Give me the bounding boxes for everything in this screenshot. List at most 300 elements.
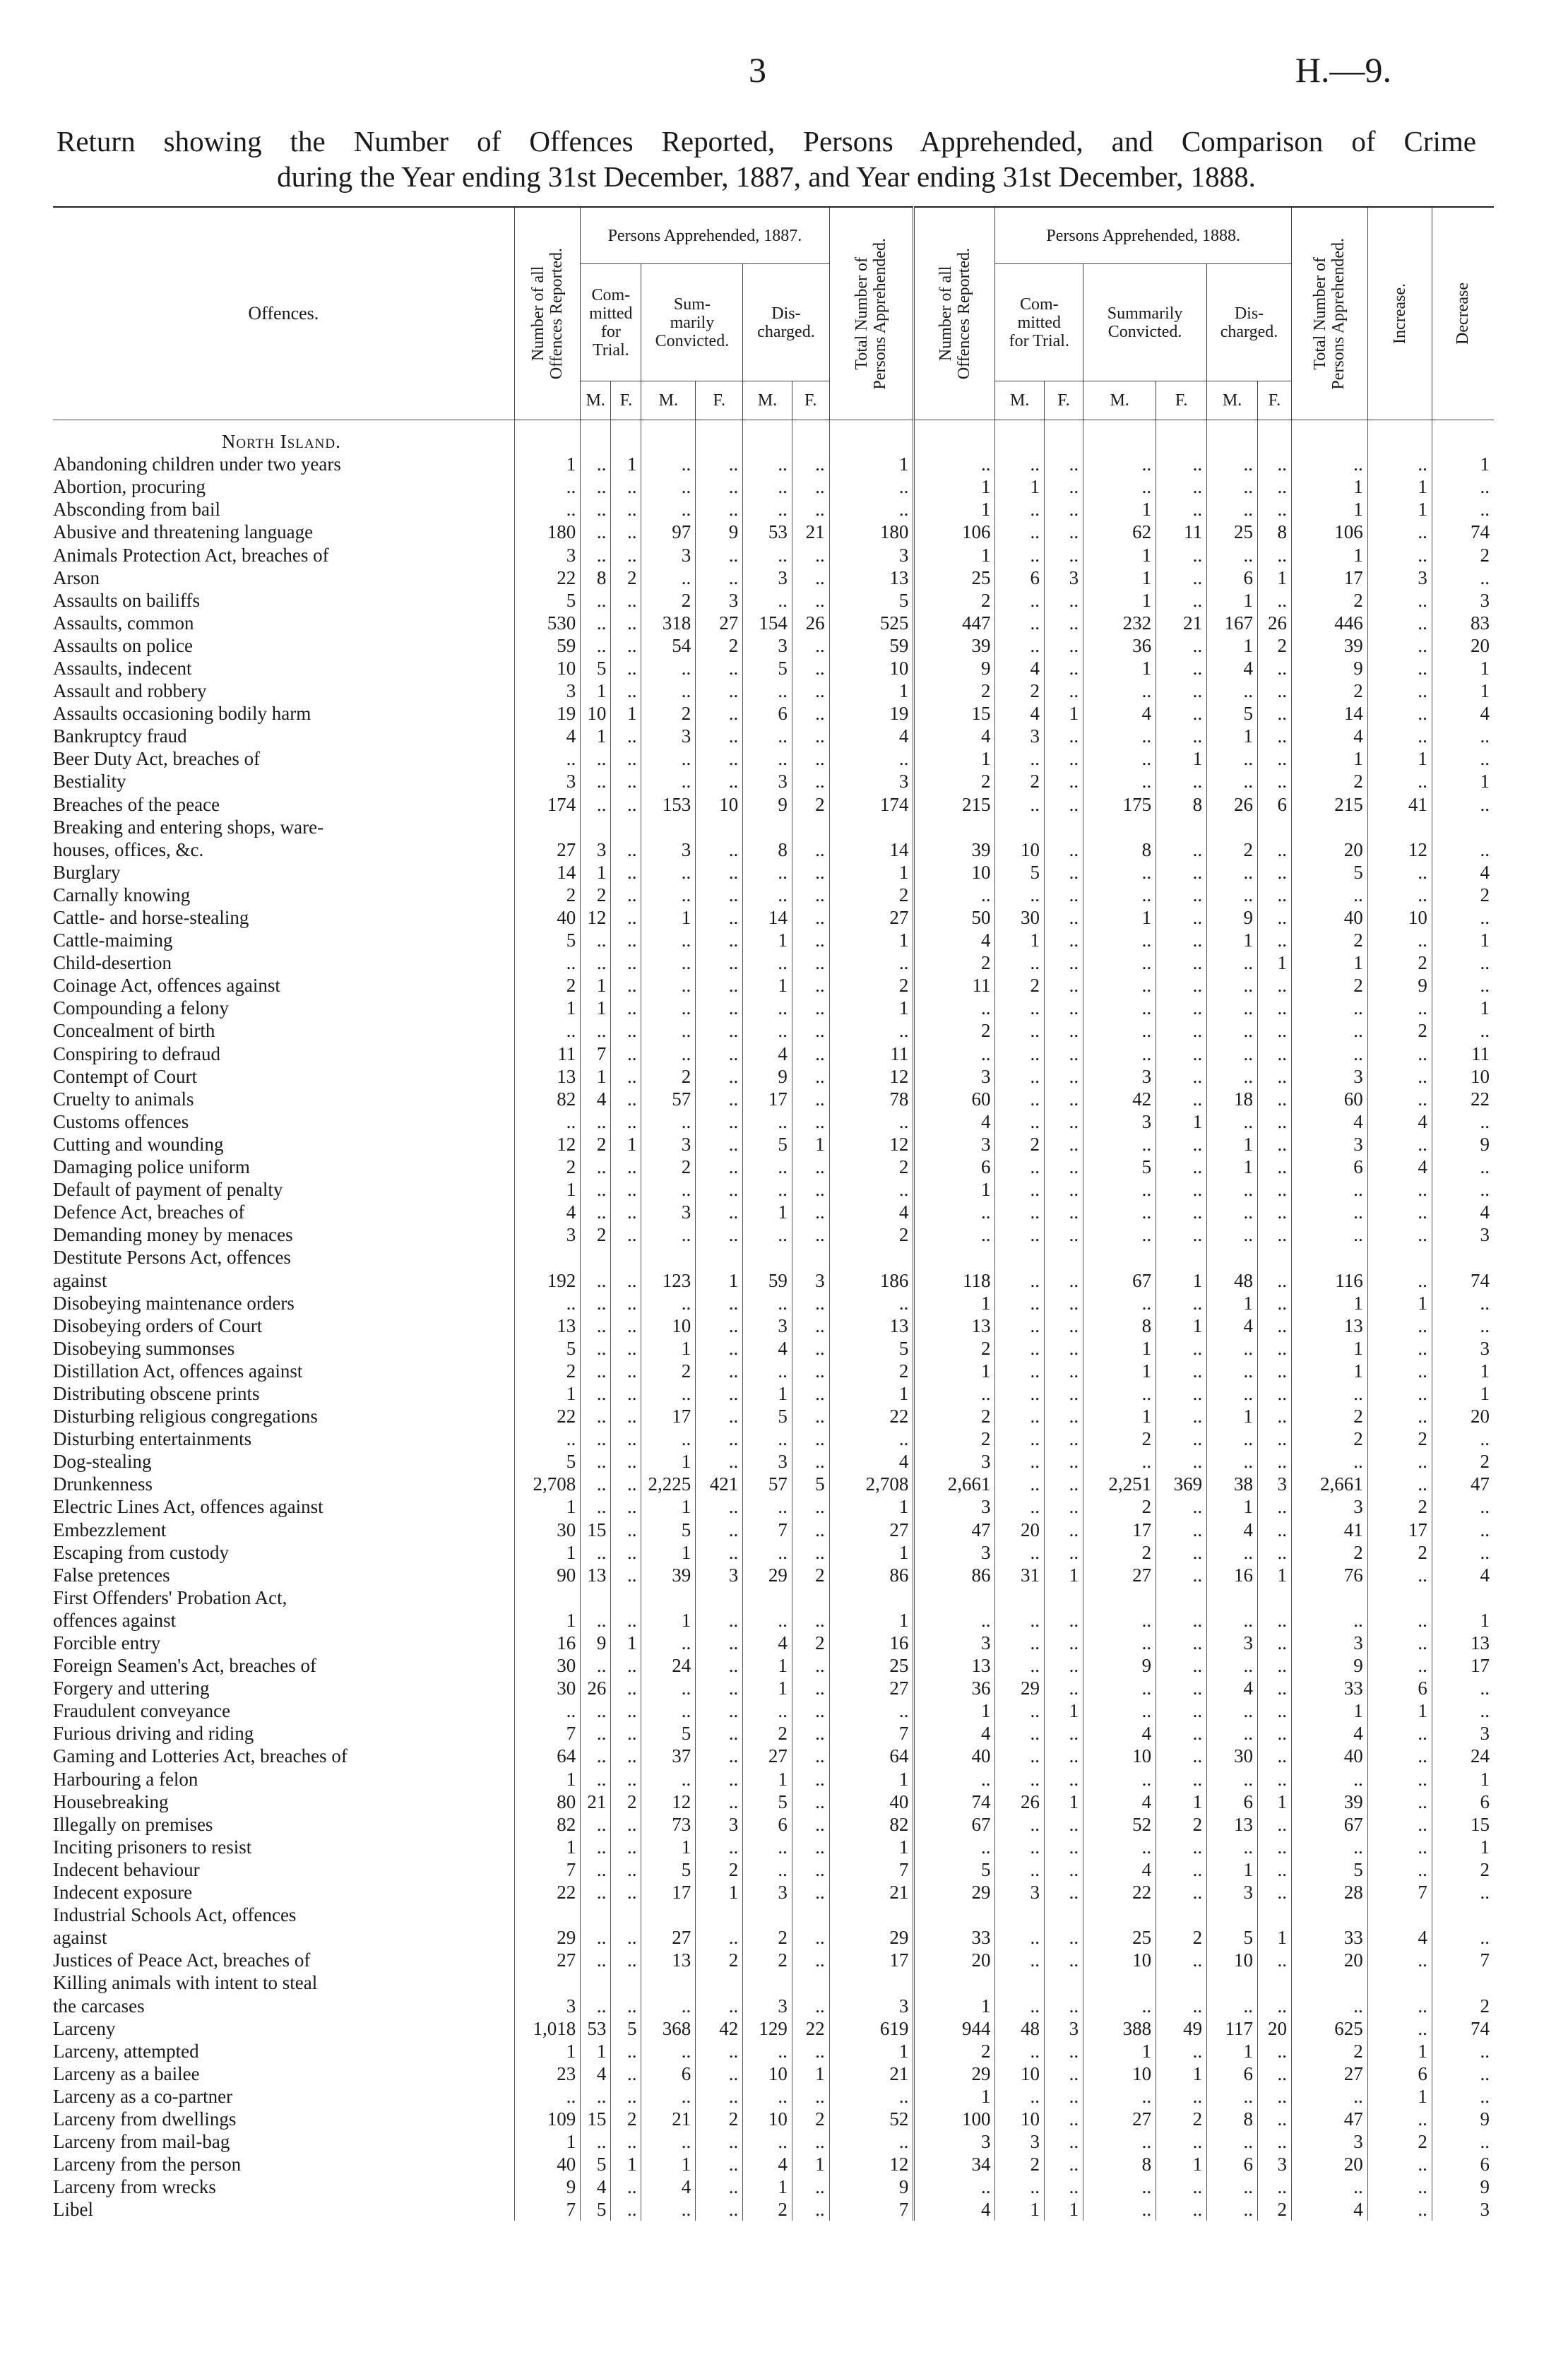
table-cell: .. — [792, 679, 829, 702]
table-cell: .. — [611, 725, 641, 747]
table-cell: .. — [1257, 1043, 1291, 1065]
table-cell: 41 — [1291, 1519, 1367, 1541]
table-cell: 12 — [641, 1791, 696, 1813]
table-cell — [995, 1246, 1045, 1269]
table-cell: 53 — [581, 2017, 611, 2040]
table-row — [53, 1246, 1494, 1269]
table-cell: 1 — [1257, 566, 1291, 589]
table-cell: 1 — [1291, 498, 1367, 521]
table-cell: .. — [1367, 1133, 1432, 1156]
table-cell: .. — [581, 951, 611, 974]
table-cell: .. — [1257, 475, 1291, 498]
table-cell: 2 — [514, 974, 580, 997]
offence-name: Disturbing entertainments — [53, 1428, 252, 1450]
table-row — [53, 1019, 1494, 1042]
table-cell: 5 — [1291, 1858, 1367, 1881]
table-cell: 47 — [1432, 1473, 1494, 1495]
table-cell: 33 — [1291, 1926, 1367, 1949]
table-cell: 9 — [1083, 1654, 1156, 1677]
table-cell: .. — [792, 1926, 829, 1949]
table-cell: 67 — [1083, 1269, 1156, 1291]
table-cell: .. — [696, 1632, 743, 1654]
header-decrease: Decrease — [1432, 207, 1494, 420]
table-cell: .. — [914, 1768, 995, 1791]
table-row — [53, 861, 1494, 884]
table-cell: .. — [743, 543, 792, 566]
table-cell: 2 — [914, 1337, 995, 1360]
table-cell: 40 — [1291, 906, 1367, 929]
offence-name: Disturbing religious congregations — [53, 1406, 318, 1427]
table-cell: 1 — [829, 1768, 914, 1791]
table-cell: 6 — [743, 702, 792, 725]
table-cell: .. — [581, 1813, 611, 1836]
table-cell: 368 — [641, 2017, 696, 2040]
table-cell: .. — [581, 929, 611, 951]
table-cell: .. — [743, 1858, 792, 1881]
table-cell: .. — [792, 1609, 829, 1632]
table-cell: .. — [1257, 1519, 1291, 1541]
table-cell: 3 — [743, 566, 792, 589]
table-cell: 1 — [792, 1133, 829, 1156]
table-cell: 67 — [1291, 1813, 1367, 1836]
table-cell: 20 — [995, 1519, 1045, 1541]
offence-name: Larceny from dwellings — [53, 2108, 237, 2130]
table-cell: 1 — [829, 929, 914, 951]
table-cell: .. — [1257, 884, 1291, 906]
table-cell: .. — [1367, 1813, 1432, 1836]
table-cell: .. — [743, 725, 792, 747]
table-cell: .. — [696, 702, 743, 725]
table-cell: 10 — [743, 2062, 792, 2085]
table-cell: 13 — [829, 566, 914, 589]
table-cell: 118 — [914, 1269, 995, 1291]
table-cell: .. — [696, 453, 743, 475]
table-cell — [1156, 1586, 1207, 1609]
table-cell: .. — [1083, 2085, 1156, 2108]
table-cell: 16 — [514, 1632, 580, 1654]
table-cell: .. — [792, 1450, 829, 1473]
table-cell — [581, 1586, 611, 1609]
table-cell: .. — [1083, 453, 1156, 475]
table-cell: .. — [743, 1019, 792, 1042]
table-cell: .. — [1207, 1223, 1258, 1246]
table-cell: 1 — [514, 453, 580, 475]
table-cell: 3 — [514, 770, 580, 792]
table-cell: 3 — [995, 725, 1045, 747]
table-cell: 4 — [514, 1201, 580, 1223]
table-cell: .. — [1156, 566, 1207, 589]
table-cell: .. — [792, 1745, 829, 1767]
table-cell: 1 — [743, 1382, 792, 1405]
table-cell: .. — [1156, 1654, 1207, 1677]
table-cell: .. — [995, 1495, 1045, 1518]
offence-name: Larceny — [53, 2017, 116, 2039]
table-cell: 78 — [829, 1088, 914, 1110]
table-cell: .. — [1257, 1269, 1291, 1291]
table-cell: 1 — [1432, 453, 1494, 475]
table-cell — [1083, 1904, 1156, 1926]
table-cell: .. — [1367, 2153, 1432, 2175]
table-cell: .. — [1367, 1450, 1432, 1473]
table-cell: .. — [743, 2040, 792, 2062]
table-cell: .. — [1156, 2175, 1207, 2198]
table-cell: .. — [581, 1926, 611, 1949]
table-row — [53, 906, 1494, 929]
table-cell: .. — [1044, 1382, 1083, 1405]
table-cell: .. — [792, 543, 829, 566]
table-cell: .. — [1156, 929, 1207, 951]
table-cell: .. — [995, 1405, 1045, 1427]
table-cell: 1 — [829, 1836, 914, 1858]
table-cell: .. — [1432, 475, 1494, 498]
table-cell — [743, 1586, 792, 1609]
table-cell: 82 — [514, 1088, 580, 1110]
table-row — [53, 1564, 1494, 1586]
header-increase: Increase. — [1367, 207, 1432, 420]
table-cell — [1207, 1971, 1258, 1994]
offence-name: Gaming and Lotteries Act, breaches of — [53, 1745, 348, 1767]
table-cell: .. — [1257, 1088, 1291, 1110]
table-cell: .. — [581, 1156, 611, 1178]
offence-name: Larceny as a bailee — [53, 2062, 200, 2084]
table-cell: .. — [611, 770, 641, 792]
table-cell: .. — [696, 1654, 743, 1677]
header-discharged-1888: Dis- charged. — [1207, 264, 1292, 381]
table-cell: .. — [995, 884, 1045, 906]
table-cell: .. — [1044, 747, 1083, 770]
table-cell: 57 — [641, 1088, 696, 1110]
header-m: M. — [581, 381, 611, 420]
table-cell: 3 — [743, 1994, 792, 2017]
table-cell: .. — [995, 634, 1045, 657]
table-cell: .. — [1083, 1699, 1156, 1722]
table-cell: .. — [995, 1201, 1045, 1223]
table-row — [53, 1450, 1494, 1473]
offence-name: Cattle-maiming — [53, 930, 173, 951]
table-cell: 3 — [1291, 1632, 1367, 1654]
table-cell: 1 — [514, 1609, 580, 1632]
table-cell: .. — [581, 1178, 611, 1201]
table-cell: .. — [1207, 1019, 1258, 1042]
table-row — [53, 702, 1494, 725]
table-cell: .. — [1207, 1450, 1258, 1473]
table-cell: 1 — [1083, 1337, 1156, 1360]
table-cell: .. — [1432, 906, 1494, 929]
table-cell: .. — [1367, 2198, 1432, 2221]
table-cell: .. — [611, 1110, 641, 1133]
table-cell: .. — [1044, 1201, 1083, 1223]
table-cell: .. — [1156, 634, 1207, 657]
table-cell: 1 — [1432, 997, 1494, 1019]
table-cell: .. — [743, 1699, 792, 1722]
table-cell: .. — [581, 1201, 611, 1223]
table-cell — [514, 1246, 580, 1269]
table-cell: 5 — [581, 657, 611, 679]
table-cell: 5 — [514, 1337, 580, 1360]
table-cell: 59 — [743, 1269, 792, 1291]
table-cell: 42 — [696, 2017, 743, 2040]
table-cell: 48 — [995, 2017, 1045, 2040]
table-cell: 2 — [792, 793, 829, 816]
table-cell — [743, 1971, 792, 1994]
offence-name: Destitute Persons Act, offences — [53, 1247, 291, 1269]
table-row — [53, 1994, 1494, 2017]
table-cell: .. — [641, 566, 696, 589]
offence-name: Indecent behaviour — [53, 1858, 200, 1880]
table-cell: 2 — [611, 2108, 641, 2130]
table-cell: 33 — [914, 1926, 995, 1949]
table-row — [53, 747, 1494, 770]
table-row — [53, 1405, 1494, 1427]
table-row — [53, 1791, 1494, 1813]
table-cell: .. — [1044, 1269, 1083, 1291]
table-cell: 4 — [829, 725, 914, 747]
table-cell: .. — [581, 2130, 611, 2153]
table-cell: 1 — [1156, 1110, 1207, 1133]
table-cell: .. — [696, 1360, 743, 1382]
table-cell: .. — [1156, 1405, 1207, 1427]
table-cell: .. — [1156, 453, 1207, 475]
table-cell: 2 — [1257, 634, 1291, 657]
table-cell: .. — [1044, 612, 1083, 634]
table-cell: .. — [995, 1745, 1045, 1767]
table-cell: 1 — [995, 929, 1045, 951]
table-cell: 1 — [914, 1994, 995, 2017]
table-cell: 167 — [1207, 612, 1258, 634]
table-cell: .. — [696, 1519, 743, 1541]
table-cell: .. — [995, 2040, 1045, 2062]
table-cell — [641, 1971, 696, 1994]
table-cell: .. — [611, 1836, 641, 1858]
table-cell: .. — [1257, 1858, 1291, 1881]
table-cell: .. — [1367, 1632, 1432, 1654]
table-cell: .. — [641, 1632, 696, 1654]
table-cell: .. — [1432, 951, 1494, 974]
table-cell: .. — [696, 974, 743, 997]
table-cell: 186 — [829, 1269, 914, 1291]
table-cell: .. — [1083, 974, 1156, 997]
offence-name: Foreign Seamen's Act, breaches of — [53, 1655, 317, 1677]
table-cell: 10 — [641, 1314, 696, 1337]
table-cell: .. — [514, 1427, 580, 1450]
table-cell: 29 — [995, 1677, 1045, 1699]
table-cell: 1 — [1291, 543, 1367, 566]
table-cell: 59 — [829, 634, 914, 657]
table-cell: 175 — [1083, 793, 1156, 816]
table-cell: 5 — [641, 1722, 696, 1745]
table-cell: .. — [1156, 884, 1207, 906]
table-cell: 1 — [914, 2085, 995, 2108]
table-cell: .. — [792, 1405, 829, 1427]
table-cell: 34 — [914, 2153, 995, 2175]
table-cell: 109 — [514, 2108, 580, 2130]
table-cell: .. — [581, 498, 611, 521]
table-cell: 4 — [581, 1088, 611, 1110]
table-cell: .. — [1044, 1450, 1083, 1473]
table-row — [53, 1722, 1494, 1745]
table-cell: .. — [1044, 1360, 1083, 1382]
table-cell: 6 — [641, 2062, 696, 2085]
table-row — [53, 1745, 1494, 1767]
page-title — [57, 124, 1476, 194]
table-cell: .. — [1083, 997, 1156, 1019]
table-cell: .. — [1044, 1541, 1083, 1564]
table-cell: .. — [1156, 997, 1207, 1019]
offence-name: Assault and robbery — [53, 680, 207, 702]
table-cell: 5 — [914, 1858, 995, 1881]
table-cell: .. — [792, 1065, 829, 1088]
offence-name: Default of payment of penalty — [53, 1179, 283, 1201]
table-cell: 3 — [1291, 1065, 1367, 1088]
table-cell: 1 — [514, 1541, 580, 1564]
table-cell: .. — [1367, 1994, 1432, 2017]
table-row — [53, 1201, 1494, 1223]
table-cell: .. — [611, 906, 641, 929]
table-cell: .. — [611, 1314, 641, 1337]
table-cell: 1 — [995, 475, 1045, 498]
table-cell: 3 — [1257, 1473, 1291, 1495]
table-cell: 83 — [1432, 612, 1494, 634]
table-cell: 3 — [914, 1133, 995, 1156]
table-cell: .. — [1083, 951, 1156, 974]
table-cell: .. — [581, 1314, 611, 1337]
table-cell: 1 — [995, 2198, 1045, 2221]
table-cell: .. — [1044, 657, 1083, 679]
offence-name: Abusive and threatening language — [53, 521, 314, 543]
table-cell — [581, 816, 611, 838]
table-cell: .. — [792, 2085, 829, 2108]
offence-name: Disobeying maintenance orders — [53, 1292, 295, 1314]
table-cell: 40 — [914, 1745, 995, 1767]
offence-name: Carnally knowing — [53, 884, 191, 906]
table-cell: .. — [743, 1427, 792, 1450]
table-cell: .. — [1044, 1178, 1083, 1201]
table-cell: 3 — [914, 1632, 995, 1654]
table-cell: .. — [1044, 1609, 1083, 1632]
offence-name: Cattle- and horse-stealing — [53, 907, 249, 929]
table-cell: .. — [1156, 1337, 1207, 1360]
table-cell: 2 — [1367, 951, 1432, 974]
table-cell: 2 — [914, 770, 995, 792]
table-cell: .. — [792, 2175, 829, 2198]
table-cell: 5 — [581, 2198, 611, 2221]
table-cell: 11 — [829, 1043, 914, 1065]
table-row — [53, 1223, 1494, 1246]
table-cell: .. — [1156, 1836, 1207, 1858]
table-cell: .. — [696, 1043, 743, 1065]
table-cell: 3 — [1432, 1223, 1494, 1246]
table-cell: .. — [1207, 1178, 1258, 1201]
table-cell — [914, 1971, 995, 1994]
table-cell: .. — [792, 2040, 829, 2062]
table-cell: .. — [1432, 747, 1494, 770]
table-row — [53, 1519, 1494, 1541]
table-cell: 153 — [641, 793, 696, 816]
offence-name: Assaults occasioning bodily harm — [53, 703, 311, 725]
table-cell: 47 — [914, 1519, 995, 1541]
table-cell: 40 — [514, 906, 580, 929]
table-cell: 1 — [1291, 1292, 1367, 1314]
table-cell: .. — [1291, 1019, 1367, 1042]
table-cell: .. — [611, 1858, 641, 1881]
table-cell: .. — [1156, 1768, 1207, 1791]
table-cell: 2 — [641, 589, 696, 612]
table-cell: 1 — [914, 475, 995, 498]
table-cell: .. — [514, 475, 580, 498]
table-cell: .. — [829, 747, 914, 770]
table-cell: .. — [995, 1654, 1045, 1677]
table-cell: .. — [581, 1473, 611, 1495]
table-cell: 3 — [581, 838, 611, 861]
table-cell: 2 — [1083, 1427, 1156, 1450]
table-cell: 5 — [1207, 1926, 1258, 1949]
table-cell: .. — [1207, 747, 1258, 770]
table-row — [53, 679, 1494, 702]
table-cell: .. — [1156, 1722, 1207, 1745]
table-cell — [1257, 1246, 1291, 1269]
table-cell: 74 — [1432, 521, 1494, 543]
table-cell: .. — [792, 747, 829, 770]
table-cell: 8 — [1257, 521, 1291, 543]
table-cell — [792, 1246, 829, 1269]
table-cell: .. — [1257, 747, 1291, 770]
table-cell: .. — [611, 1156, 641, 1178]
table-cell: .. — [792, 1314, 829, 1337]
table-cell: 27 — [514, 838, 580, 861]
table-cell: 446 — [1291, 612, 1367, 634]
table-cell: 5 — [1207, 702, 1258, 725]
table-cell: .. — [1044, 2153, 1083, 2175]
table-cell: 25 — [829, 1654, 914, 1677]
table-cell: .. — [1044, 1632, 1083, 1654]
table-cell: 13 — [581, 1564, 611, 1586]
table-cell: .. — [696, 1178, 743, 1201]
table-cell: .. — [1044, 1813, 1083, 1836]
table-cell: 1 — [514, 1836, 580, 1858]
table-cell: .. — [792, 906, 829, 929]
table-cell: 1 — [611, 2153, 641, 2175]
table-cell: 2 — [1432, 1450, 1494, 1473]
table-cell: 29 — [914, 2062, 995, 2085]
table-cell: .. — [1044, 1836, 1083, 1858]
table-cell: 3 — [1044, 566, 1083, 589]
table-cell: .. — [995, 1836, 1045, 1858]
table-cell: .. — [1291, 453, 1367, 475]
table-cell: 4 — [514, 725, 580, 747]
table-cell: .. — [792, 702, 829, 725]
offence-name: Forgery and uttering — [53, 1678, 210, 1699]
table-cell: .. — [1156, 1881, 1207, 1904]
table-cell: .. — [995, 1813, 1045, 1836]
table-cell: 30 — [995, 906, 1045, 929]
table-cell: 97 — [641, 521, 696, 543]
table-cell: .. — [696, 1791, 743, 1813]
table-cell: 22 — [1083, 1881, 1156, 1904]
table-cell: 3 — [995, 1881, 1045, 1904]
table-cell: 1 — [641, 906, 696, 929]
table-cell: .. — [1156, 1994, 1207, 2017]
table-cell — [914, 1904, 995, 1926]
table-cell: .. — [1257, 543, 1291, 566]
table-cell: 39 — [1291, 1791, 1367, 1813]
table-cell: 9 — [696, 521, 743, 543]
table-cell: 1 — [1432, 1836, 1494, 1858]
table-cell: 21 — [641, 2108, 696, 2130]
table-cell: 3 — [1432, 1337, 1494, 1360]
table-cell: .. — [1207, 475, 1258, 498]
table-cell: .. — [611, 1427, 641, 1450]
table-cell: .. — [743, 884, 792, 906]
